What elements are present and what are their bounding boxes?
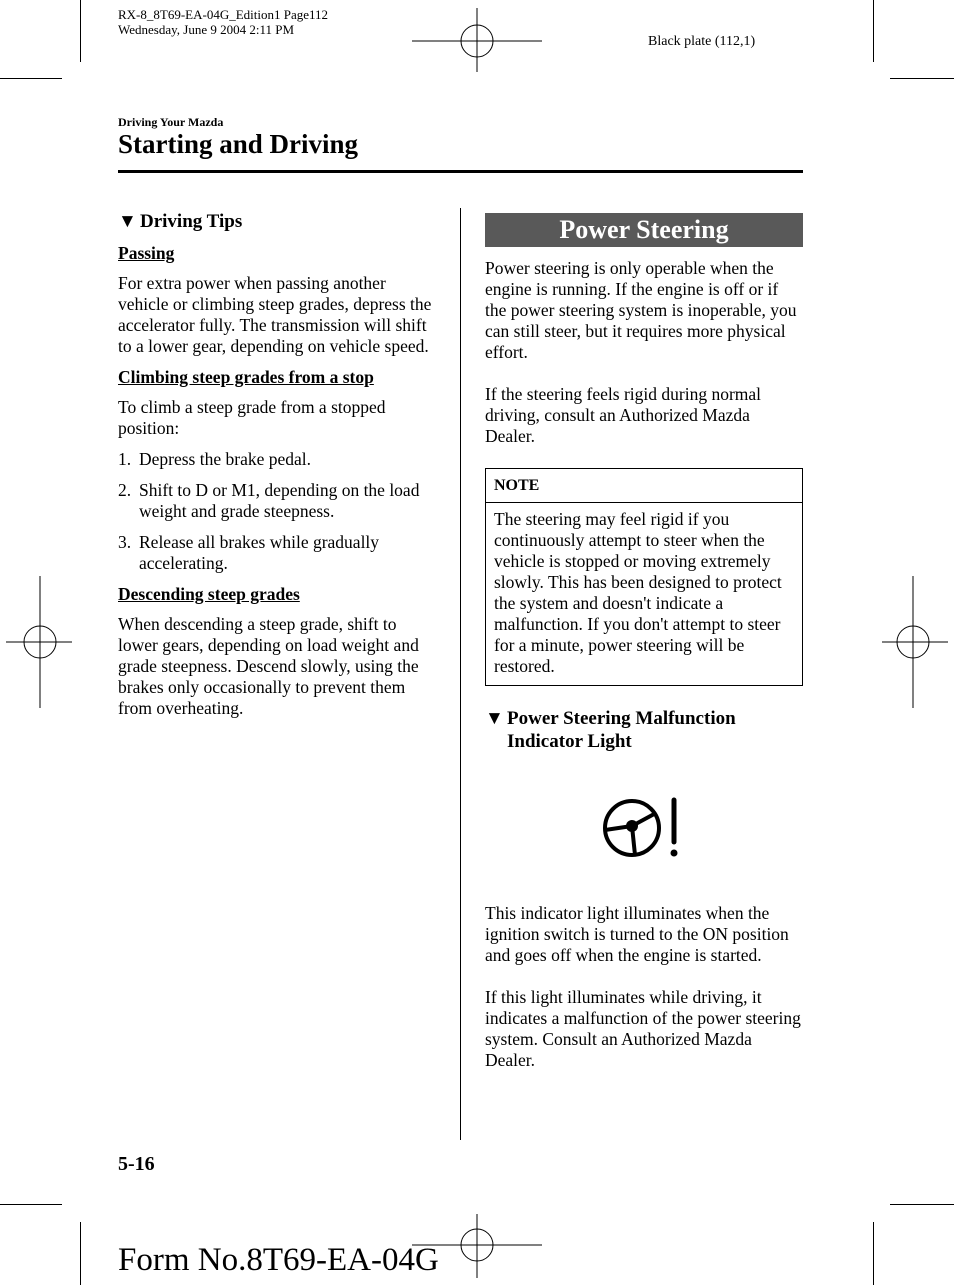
list-item <box>118 449 440 470</box>
note-label: NOTE <box>486 469 802 503</box>
malfunction-para-1: This indicator light illuminates when the ignition switch is turned to the ON position and goes off when the engine is started. <box>485 903 789 965</box>
climbing-intro: To climb a steep grade from a stopped position: <box>118 397 386 438</box>
list-item <box>118 480 440 522</box>
power-steering-para-1: Power steering is only operable when the engine is running. If the engine is off or if the power steering system is inoperable, you can still steer, but it requires more physical effort. <box>485 258 797 362</box>
print-job-line: RX-8_8T69-EA-04G_Edition1 Page112 <box>118 7 329 22</box>
climbing-steps <box>118 449 440 574</box>
section-label: Driving Your Mazda <box>118 115 224 129</box>
passing-text: For extra power when passing another vehicle or climbing steep grades, depress the accelerator fully. The transmission will shift to a lower gear, depending on vehicle speed. <box>118 273 432 356</box>
crop-mark <box>890 1204 954 1205</box>
page-number: 5-16 <box>118 1153 155 1175</box>
heading-text: Driving Tips <box>140 211 243 232</box>
heading-text: Power Steering Malfunction Indicator Light <box>507 708 736 752</box>
registration-mark-icon <box>412 8 542 72</box>
crop-mark <box>873 1222 874 1285</box>
registration-mark-icon <box>6 576 72 708</box>
crop-mark <box>0 1204 62 1205</box>
step-number: 1. <box>118 449 132 469</box>
step-number: 2. <box>118 480 132 500</box>
power-steering-warning-icon <box>599 796 685 860</box>
page-title: Starting and Driving <box>118 129 359 159</box>
plate-label: Black plate (112,1) <box>648 34 756 49</box>
descending-title: Descending steep grades <box>118 584 300 604</box>
crop-mark <box>873 0 874 62</box>
driving-tips-heading <box>118 210 440 233</box>
note-box <box>485 468 803 686</box>
step-text: Depress the brake pedal. <box>139 449 312 469</box>
malfunction-light-heading <box>485 707 803 753</box>
power-steering-banner: Power Steering <box>485 213 803 247</box>
left-column <box>118 210 440 719</box>
column-divider <box>460 208 461 1140</box>
passing-title: Passing <box>118 243 175 263</box>
step-number: 3. <box>118 532 132 552</box>
right-column <box>485 213 803 1071</box>
print-job-date: Wednesday, June 9 2004 2:11 PM <box>118 22 295 37</box>
registration-mark-icon <box>882 576 948 708</box>
descending-text: When descending a steep grade, shift to lower gears, depending on load weight and grade steepness. Descend slowly, using the brakes only occasionally to prevent them from overheating. <box>118 614 419 718</box>
list-item <box>118 532 440 574</box>
step-text: Release all brakes while gradually accelerating. <box>139 532 380 573</box>
note-text: The steering may feel rigid if you continuously attempt to steer when the vehicle is stopped or moving extremely slowly. This has been designed to protect the system and doesn't indicate a malfunction. If you don't attempt to steer for a minute, power steering will be restored. <box>494 509 782 676</box>
triangle-marker-icon: ▼ <box>485 708 504 729</box>
form-number: Form No.8T69-EA-04G <box>118 1242 439 1278</box>
crop-mark <box>80 1222 81 1285</box>
step-text: Shift to D or M1, depending on the load weight and grade steepness. <box>139 480 420 521</box>
malfunction-para-2: If this light illuminates while driving, it indicates a malfunction of the power steering system. Consult an Authorized Mazda Dealer. <box>485 987 801 1070</box>
crop-mark <box>0 78 62 79</box>
crop-mark <box>890 78 954 79</box>
title-rule <box>118 170 803 173</box>
icon-container <box>485 753 803 903</box>
crop-mark <box>80 0 81 62</box>
power-steering-para-2: If the steering feels rigid during normal driving, consult an Authorized Mazda Dealer. <box>485 384 762 446</box>
climbing-title: Climbing steep grades from a stop <box>118 367 374 387</box>
print-job-info <box>118 7 328 37</box>
triangle-marker-icon: ▼ <box>118 211 137 232</box>
